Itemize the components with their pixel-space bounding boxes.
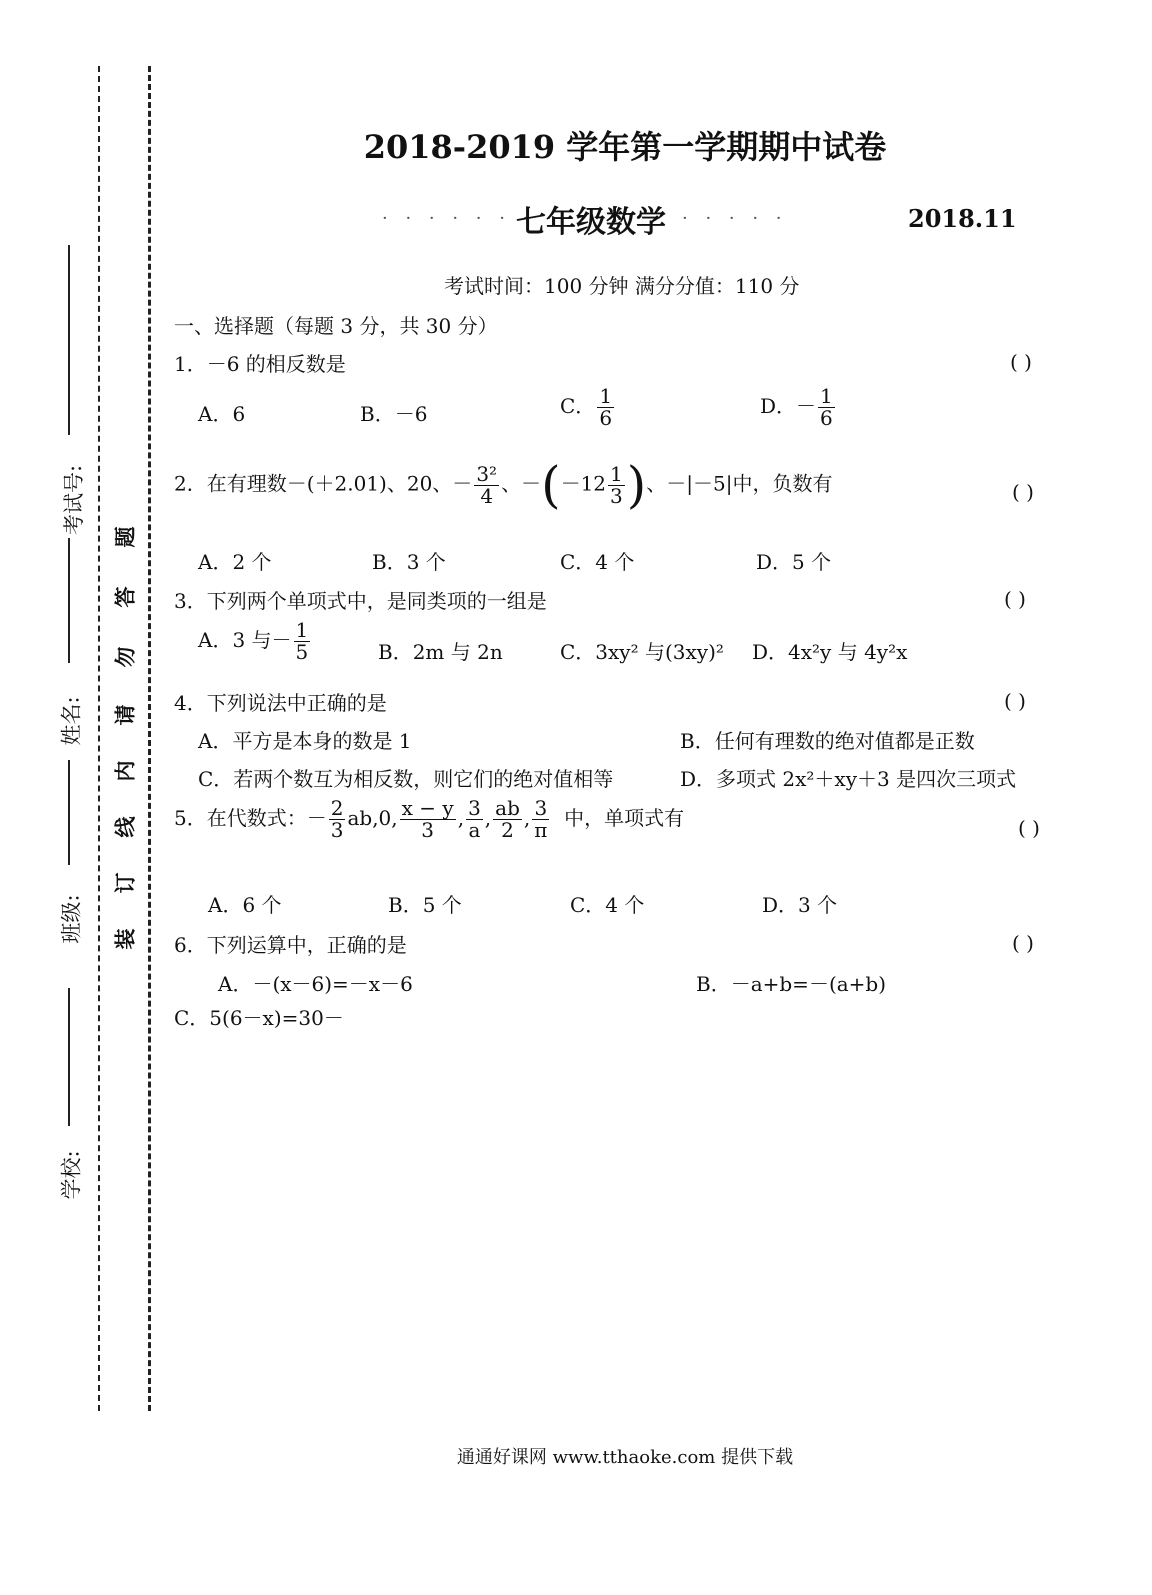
q2-option-a: A．2 个 [198, 550, 272, 574]
seal-char: 答 [112, 586, 138, 608]
school-label: 学校: [59, 1150, 84, 1200]
class-label: 班级: [59, 894, 84, 944]
q1-option-c: C． $\frac{1}{6}$ [560, 384, 613, 430]
seal-char: 内 [112, 760, 138, 782]
class-blank[interactable] [68, 760, 70, 865]
exam-title: 2018-2019 学年第一学期期中试卷 [363, 128, 887, 166]
q1-answer-paren[interactable]: ( ) [1010, 350, 1032, 374]
q4-option-c: C．若两个数互为相反数，则它们的绝对值相等 [198, 767, 614, 791]
q3-option-c: C．3xy² 与(3xy)² [560, 640, 724, 664]
q6-option-c: C．5(6－x)=30－ [174, 1006, 344, 1030]
q5-option-b: B．5 个 [388, 893, 462, 917]
exam-date: 2018.11 [908, 204, 1017, 233]
q6-option-b: B．－a+b=－(a+b) [696, 972, 887, 996]
dot-leader-right: · · · · · [682, 208, 788, 229]
q2-stem: 2．在有理数－(＋2.01)、20、－ $\frac{\text{3²}}{4}$ 、－(－12 $\frac{1}{3}$ )、－|－5|中，负数有 [174, 456, 833, 514]
dot-leader-left: · · · · · · · · [382, 208, 558, 229]
seal-char: 装 [112, 928, 138, 950]
q3-stem: 3．下列两个单项式中，是同类项的一组是 [174, 589, 547, 613]
exam-no-label: 考试号: [62, 464, 87, 536]
q2-option-b: B．3 个 [372, 550, 446, 574]
q1-option-b: B．－6 [360, 402, 428, 426]
q4-option-b: B．任何有理数的绝对值都是正数 [680, 729, 975, 753]
seal-char: 订 [112, 872, 138, 894]
exam-no-blank[interactable] [68, 245, 70, 435]
q2-option-c: C．4 个 [560, 550, 635, 574]
q4-stem: 4．下列说法中正确的是 [174, 691, 387, 715]
section-heading: 一、选择题（每题 3 分，共 30 分） [174, 314, 498, 338]
seal-char: 线 [112, 816, 138, 838]
q5-option-a: A．6 个 [208, 893, 282, 917]
seal-char: 勿 [112, 646, 138, 668]
school-blank[interactable] [68, 988, 70, 1126]
seal-char: 请 [112, 704, 138, 726]
q3-answer-paren[interactable]: ( ) [1004, 587, 1026, 611]
name-label: 姓名: [59, 696, 84, 746]
name-blank[interactable] [68, 538, 70, 663]
q5-answer-paren[interactable]: ( ) [1018, 816, 1040, 840]
q1-option-a: A．6 [198, 402, 246, 426]
q6-stem: 6．下列运算中，正确的是 [174, 933, 407, 957]
seal-char: 题 [112, 526, 138, 548]
q5-stem: 5．在代数式：－ $\frac{2}{3}$ ab,0, $\frac{x - y}{3}$ , $\frac{3}{a}$ , $\frac{ab}{2}$ , $\frac{3}{\pi}$ 中，单项式有 [174, 796, 685, 842]
q2-option-d: D．5 个 [756, 550, 832, 574]
q5-option-c: C．4 个 [570, 893, 645, 917]
q1-option-d: D．－ $\frac{1}{6}$ [760, 384, 833, 430]
q6-answer-paren[interactable]: ( ) [1012, 931, 1034, 955]
fold-line-outer [98, 66, 100, 1411]
fold-line-inner [148, 66, 151, 1411]
q4-option-d: D．多项式 2x²＋xy＋3 是四次三项式 [680, 767, 1017, 791]
q3-option-d: D．4x²y 与 4y²x [752, 640, 908, 664]
q1-stem: 1．－6 的相反数是 [174, 352, 346, 376]
q6-option-a: A．－(x－6)=－x－6 [218, 972, 413, 996]
q2-answer-paren[interactable]: ( ) [1012, 480, 1034, 504]
q3-option-a: A．3 与－ $\frac{1}{5}$ [198, 618, 309, 664]
q3-option-b: B．2m 与 2n [378, 640, 503, 664]
page-footer: 通通好课网 www.tthaoke.com 提供下载 [456, 1447, 794, 1468]
exam-subject: 七年级数学 [516, 205, 666, 240]
q4-option-a: A．平方是本身的数是 1 [198, 729, 412, 753]
exam-info: 考试时间：100 分钟 满分分值：110 分 [444, 274, 800, 298]
q5-option-d: D．3 个 [762, 893, 838, 917]
q4-answer-paren[interactable]: ( ) [1004, 689, 1026, 713]
